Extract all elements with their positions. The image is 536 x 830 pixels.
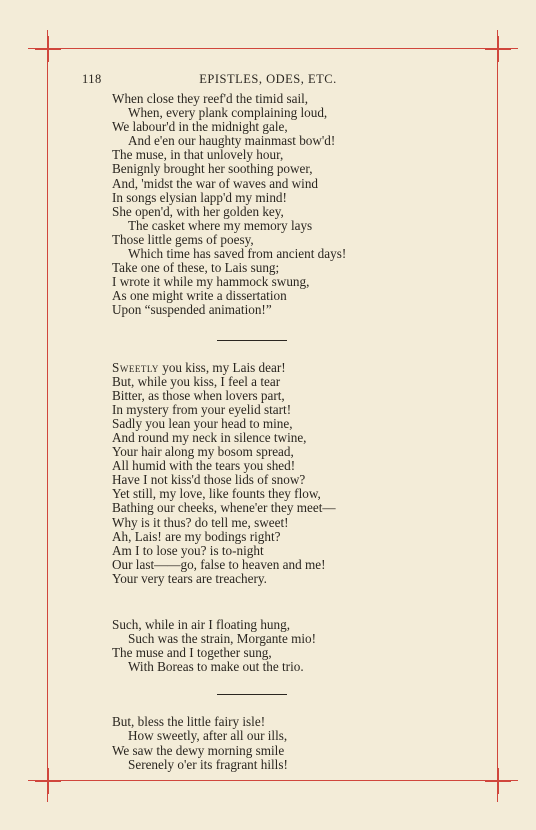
drop-word: Sweetly (112, 359, 159, 375)
stanza-gap (112, 586, 472, 618)
verse-line: She open'd, with her golden key, (112, 203, 284, 219)
verse-line: Bathing our cheeks, whene'er they meet— (112, 500, 336, 516)
verse-line: Benignly brought her soothing power, (112, 161, 313, 177)
stanza-4 (112, 715, 472, 771)
verse-line: The muse and I together sung, (112, 645, 272, 661)
verse-line: Your very tears are treachery. (112, 570, 267, 586)
stanza-gap (112, 341, 472, 361)
corner-ornament-bottom-left (35, 768, 61, 794)
verse-line-rest: you kiss, my Lais dear! (158, 359, 286, 375)
stanza-2 (112, 361, 472, 587)
verse-line: Upon “suspended animation!” (112, 302, 272, 318)
poem-text (112, 92, 472, 772)
verse-line: Ah, Lais! are my bodings right? (112, 528, 281, 544)
verse-line: When close they reef'd the timid sail, (112, 91, 309, 106)
verse-line (112, 361, 472, 375)
verse-line: As one might write a dissertation (112, 288, 287, 304)
verse-line: The muse, in that unlovely hour, (112, 147, 284, 163)
verse-line: Which time has saved from ancient days! (128, 246, 347, 262)
corner-ornament-top-right (485, 36, 511, 62)
stanza-1 (112, 92, 472, 318)
verse-line: Am I to lose you? is to-night (112, 542, 264, 558)
verse-line: And e'en our haughty mainmast bow'd! (128, 133, 336, 149)
verse-line: In songs elysian lapp'd my mind! (112, 189, 287, 205)
verse-line: With Boreas to make out the trio. (128, 659, 304, 675)
stanza-gap (112, 318, 472, 340)
running-title: EPISTLES, ODES, ETC. (199, 72, 337, 86)
verse-line: But, while you kiss, I feel a tear (112, 373, 281, 389)
verse-line: Our last——go, false to heaven and me! (112, 556, 326, 572)
verse-line: But, bless the little fairy isle! (112, 714, 266, 730)
verse-line: And, 'midst the war of waves and wind (112, 175, 319, 191)
verse-line: When, every plank complaining loud, (128, 105, 328, 121)
verse-line: In mystery from your eyelid start! (112, 401, 292, 417)
verse-line: All humid with the tears you shed! (112, 458, 296, 474)
corner-ornament-bottom-right (485, 768, 511, 794)
verse-line: Your hair along my bosom spread, (112, 444, 294, 460)
verse-line: Serenely o'er its fragrant hills! (128, 756, 288, 772)
stanza-gap (112, 674, 472, 694)
verse-line: The casket where my memory lays (128, 217, 313, 233)
verse-line: How sweetly, after all our ills, (128, 728, 288, 744)
verse-line: Such was the strain, Morgante mio! (128, 631, 317, 647)
verse-line: Take one of these, to Lais sung; (112, 260, 280, 276)
stanza-2-lines (112, 375, 472, 586)
verse-line: I wrote it while my hammock swung, (112, 274, 310, 290)
left-border-rule (47, 30, 48, 802)
verse-line: Yet still, my love, like founts they flow, (112, 486, 321, 502)
stanza-3 (112, 618, 472, 674)
right-border-rule (497, 30, 498, 802)
verse-line: Sadly you lean your head to mine, (112, 415, 293, 431)
verse-line: Such, while in air I floating hung, (112, 617, 290, 632)
page-header (82, 72, 454, 88)
verse-line: Why is it thus? do tell me, sweet! (112, 514, 289, 530)
corner-ornament-top-left (35, 36, 61, 62)
bottom-border-rule (28, 780, 518, 781)
top-border-rule (28, 48, 518, 49)
verse-line: And round my neck in silence twine, (112, 429, 307, 445)
verse-line: Have I not kiss'd those lids of snow? (112, 472, 306, 488)
verse-line: Bitter, as those when lovers part, (112, 387, 285, 403)
page-number: 118 (82, 72, 102, 86)
verse-line: We labour'd in the midnight gale, (112, 119, 288, 135)
verse-line: We saw the dewy morning smile (112, 742, 285, 758)
stanza-gap (112, 695, 472, 715)
verse-line: Those little gems of poesy, (112, 231, 254, 247)
